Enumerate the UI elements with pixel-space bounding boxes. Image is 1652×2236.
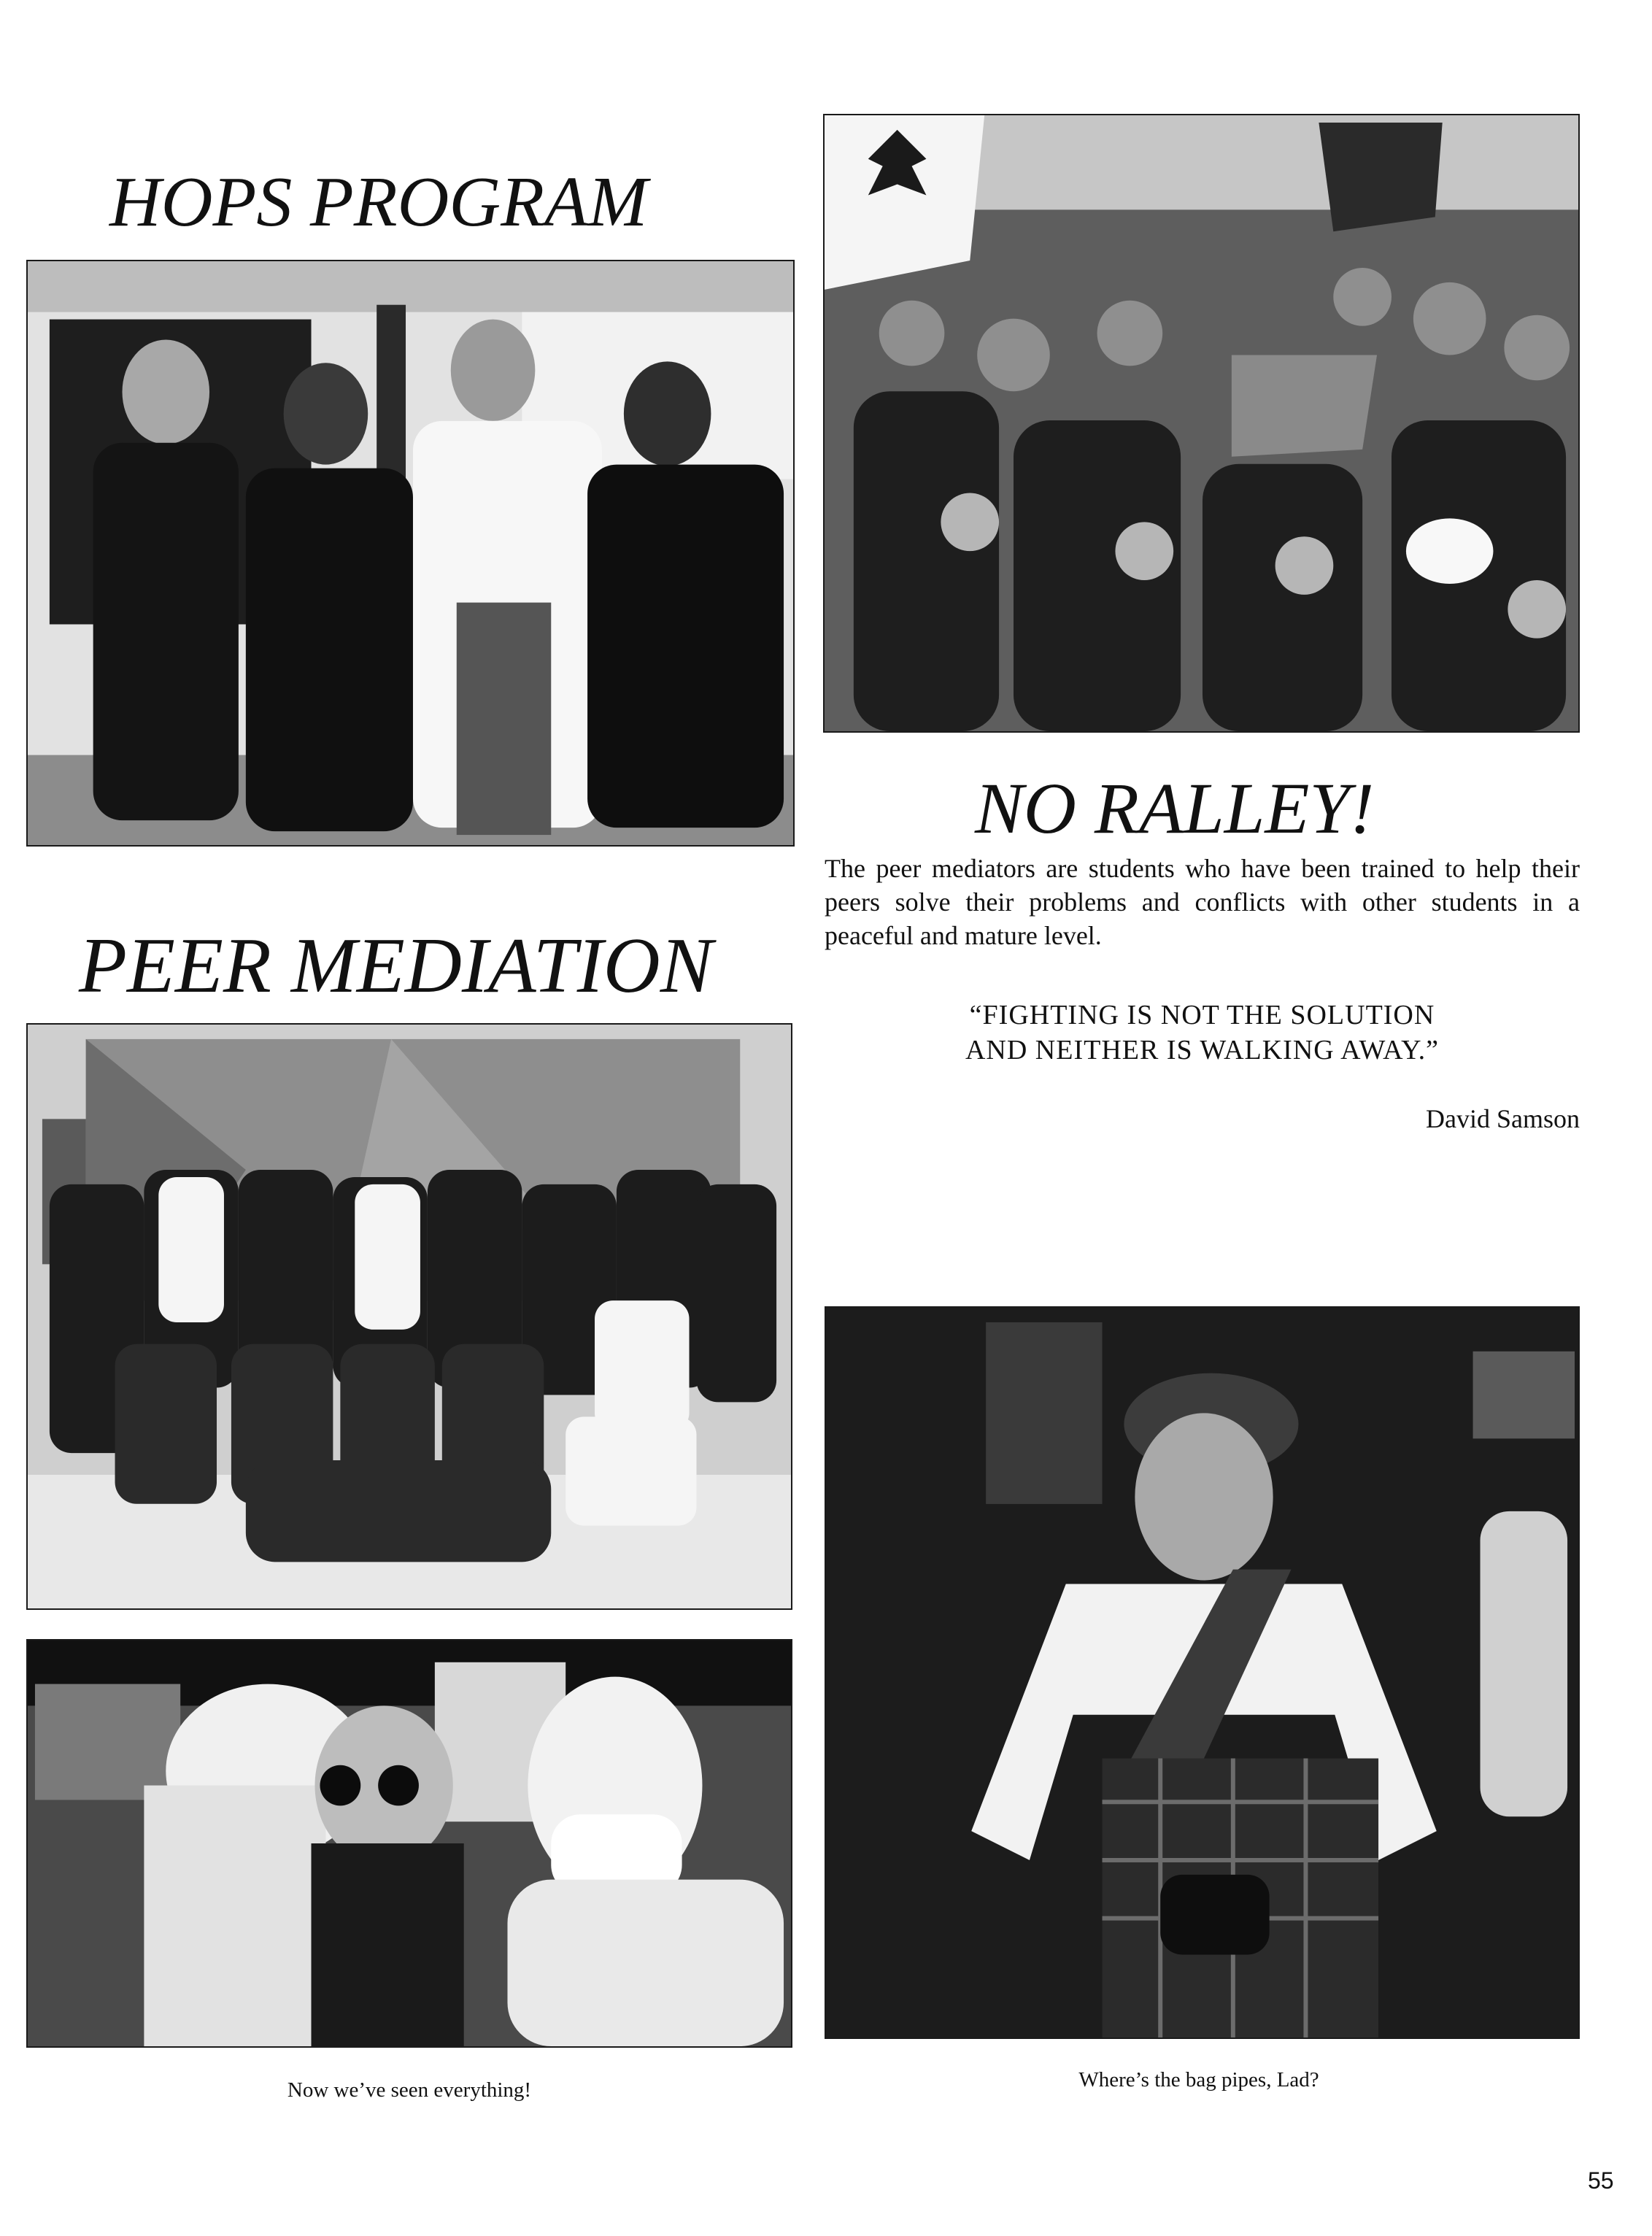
caption-tartan-student: Where’s the bag pipes, Lad? (1078, 2068, 1319, 2092)
article-body: The peer mediators are students who have been trained to help their peers solve their problems and conflicts with other students in a peaceful and mature level. (825, 854, 1580, 950)
heading-no-ralley: NO RALLEY! (975, 768, 1375, 849)
heading-hops-program: HOPS PROGRAM (109, 163, 648, 242)
photo-rally-crowd (823, 114, 1580, 733)
photo-costume-trio (26, 1639, 792, 2048)
quote-attribution: David Samson (1426, 1104, 1580, 1133)
photo-peer-mediation-group (26, 1023, 792, 1610)
photo-hops-students (26, 260, 795, 847)
article-quote-line-2: AND NEITHER IS WALKING AWAY.” (965, 1035, 1440, 1065)
caption-costume-trio: Now we’ve seen everything! (287, 2078, 532, 2102)
page-number: 55 (1588, 2167, 1614, 2194)
heading-peer-mediation: PEER MEDIATION (79, 922, 713, 1009)
article-quote-line-1: “FIGHTING IS NOT THE SOLUTION (969, 1000, 1435, 1030)
photo-tartan-student (825, 1306, 1580, 2039)
